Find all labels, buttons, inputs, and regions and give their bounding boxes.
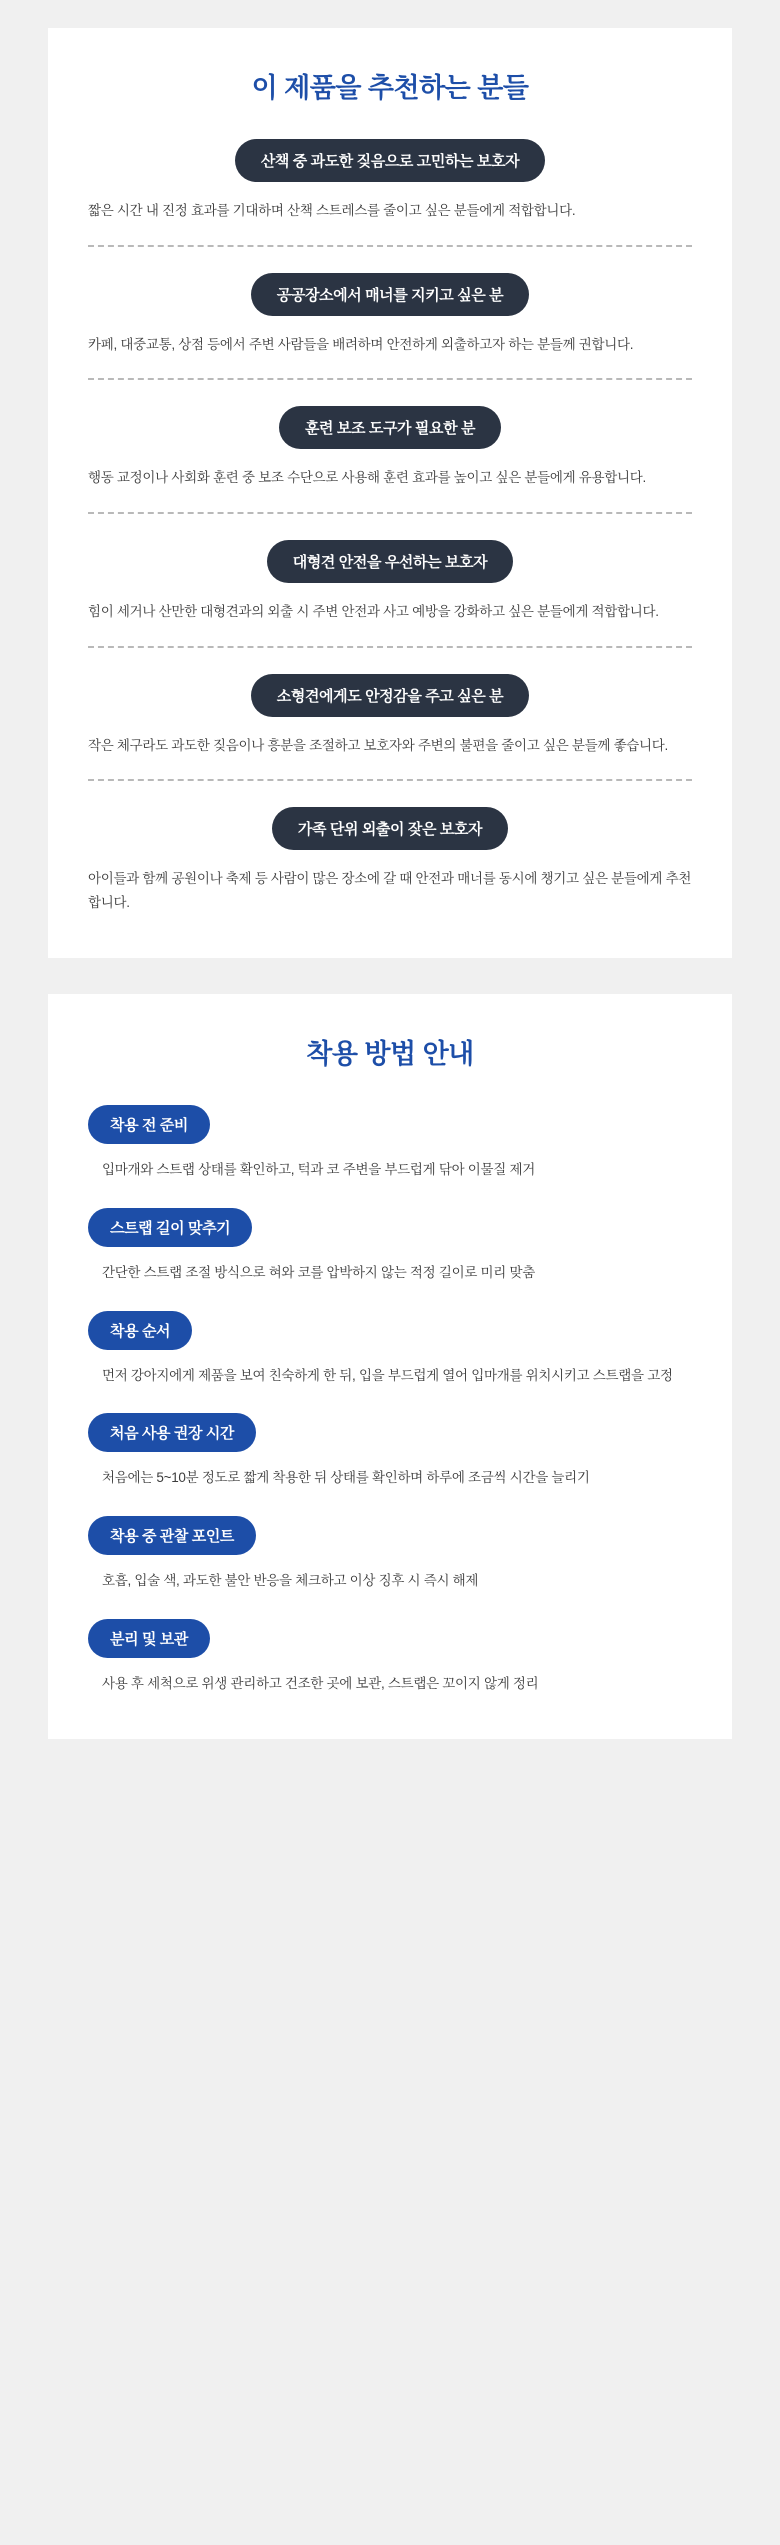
recommend-item [88, 406, 692, 490]
wear-guide-card [48, 994, 732, 1739]
recommend-item-pill: 공공장소에서 매너를 지키고 싶은 분 [251, 273, 529, 316]
recommend-item-pill: 소형견에게도 안정감을 주고 싶은 분 [251, 674, 529, 717]
recommend-item-pill: 가족 단위 외출이 잦은 보호자 [272, 807, 508, 850]
wear-step [88, 1208, 692, 1285]
wear-step-desc: 먼저 강아지에게 제품을 보여 친숙하게 한 뒤, 입을 부드럽게 열어 입마개를 위치시키고 스트랩을 고정 [102, 1367, 673, 1383]
pill-wrapper [88, 273, 692, 316]
pill-wrapper [88, 807, 692, 850]
divider [88, 378, 692, 380]
wear-step-pill: 분리 및 보관 [88, 1619, 210, 1658]
recommend-item-desc: 행동 교정이나 사회화 훈련 중 보조 수단으로 사용해 훈련 효과를 높이고 싶은 분들에게 유용합니다. [88, 470, 646, 486]
recommend-item-pill: 대형견 안전을 우선하는 보호자 [267, 540, 513, 583]
recommend-item-desc: 힘이 세거나 산만한 대형견과의 외출 시 주변 안전과 사고 예방을 강화하고 싶은 분들에게 적합합니다. [88, 603, 659, 619]
pill-wrapper [88, 139, 692, 182]
wear-step-pill: 스트랩 길이 맞추기 [88, 1208, 252, 1247]
recommend-item-desc: 아이들과 함께 공원이나 축제 등 사람이 많은 장소에 갈 때 안전과 매너를 동시에 챙기고 싶은 분들에게 추천합니다. [88, 871, 692, 910]
recommend-item [88, 273, 692, 357]
pill-wrapper [88, 674, 692, 717]
recommend-section-title: 이 제품을 추천하는 분들 [251, 73, 529, 103]
divider [88, 779, 692, 781]
wear-step [88, 1311, 692, 1388]
divider [88, 245, 692, 247]
wear-step-pill: 착용 전 준비 [88, 1105, 210, 1144]
wear-step [88, 1619, 692, 1696]
divider [88, 512, 692, 514]
recommend-item [88, 674, 692, 758]
wear-section-title: 착용 방법 안내 [306, 1039, 474, 1070]
wear-step-desc: 입마개와 스트랩 상태를 확인하고, 턱과 코 주변을 부드럽게 닦아 이물질 제거 [102, 1162, 535, 1178]
divider [88, 646, 692, 648]
recommend-item-desc: 작은 체구라도 과도한 짖음이나 흥분을 조절하고 보호자와 주변의 불편을 줄이고 싶은 분들께 좋습니다. [88, 737, 668, 753]
recommend-card [48, 28, 732, 958]
wear-step-pill: 처음 사용 권장 시간 [88, 1413, 256, 1452]
wear-step-desc: 사용 후 세척으로 위생 관리하고 건조한 곳에 보관, 스트랩은 꼬이지 않게 정리 [102, 1675, 539, 1691]
recommend-item-pill: 산책 중 과도한 짖음으로 고민하는 보호자 [235, 139, 545, 182]
wear-step-desc: 호흡, 입술 색, 과도한 불안 반응을 체크하고 이상 징후 시 즉시 해제 [102, 1572, 479, 1588]
recommend-item [88, 540, 692, 624]
wear-step [88, 1413, 692, 1490]
recommend-item-desc: 카페, 대중교통, 상점 등에서 주변 사람들을 배려하며 안전하게 외출하고자 하는 분들께 권합니다. [88, 336, 634, 352]
wear-step-desc: 간단한 스트랩 조절 방식으로 혀와 코를 압박하지 않는 적정 길이로 미리 맞춤 [102, 1265, 535, 1280]
pill-wrapper [88, 540, 692, 583]
recommend-item [88, 139, 692, 223]
wear-step-pill: 착용 순서 [88, 1311, 192, 1350]
wear-step-pill: 착용 중 관찰 포인트 [88, 1516, 256, 1555]
recommend-item-desc: 짧은 시간 내 진정 효과를 기대하며 산책 스트레스를 줄이고 싶은 분들에게 적합합니다. [88, 203, 576, 218]
pill-wrapper [88, 406, 692, 449]
recommend-item [88, 807, 692, 914]
recommend-item-pill: 훈련 보조 도구가 필요한 분 [279, 406, 501, 449]
wear-step [88, 1516, 692, 1593]
wear-step [88, 1105, 692, 1182]
wear-step-desc: 처음에는 5~10분 정도로 짧게 착용한 뒤 상태를 확인하며 하루에 조금씩 시간을 늘리기 [102, 1470, 590, 1486]
